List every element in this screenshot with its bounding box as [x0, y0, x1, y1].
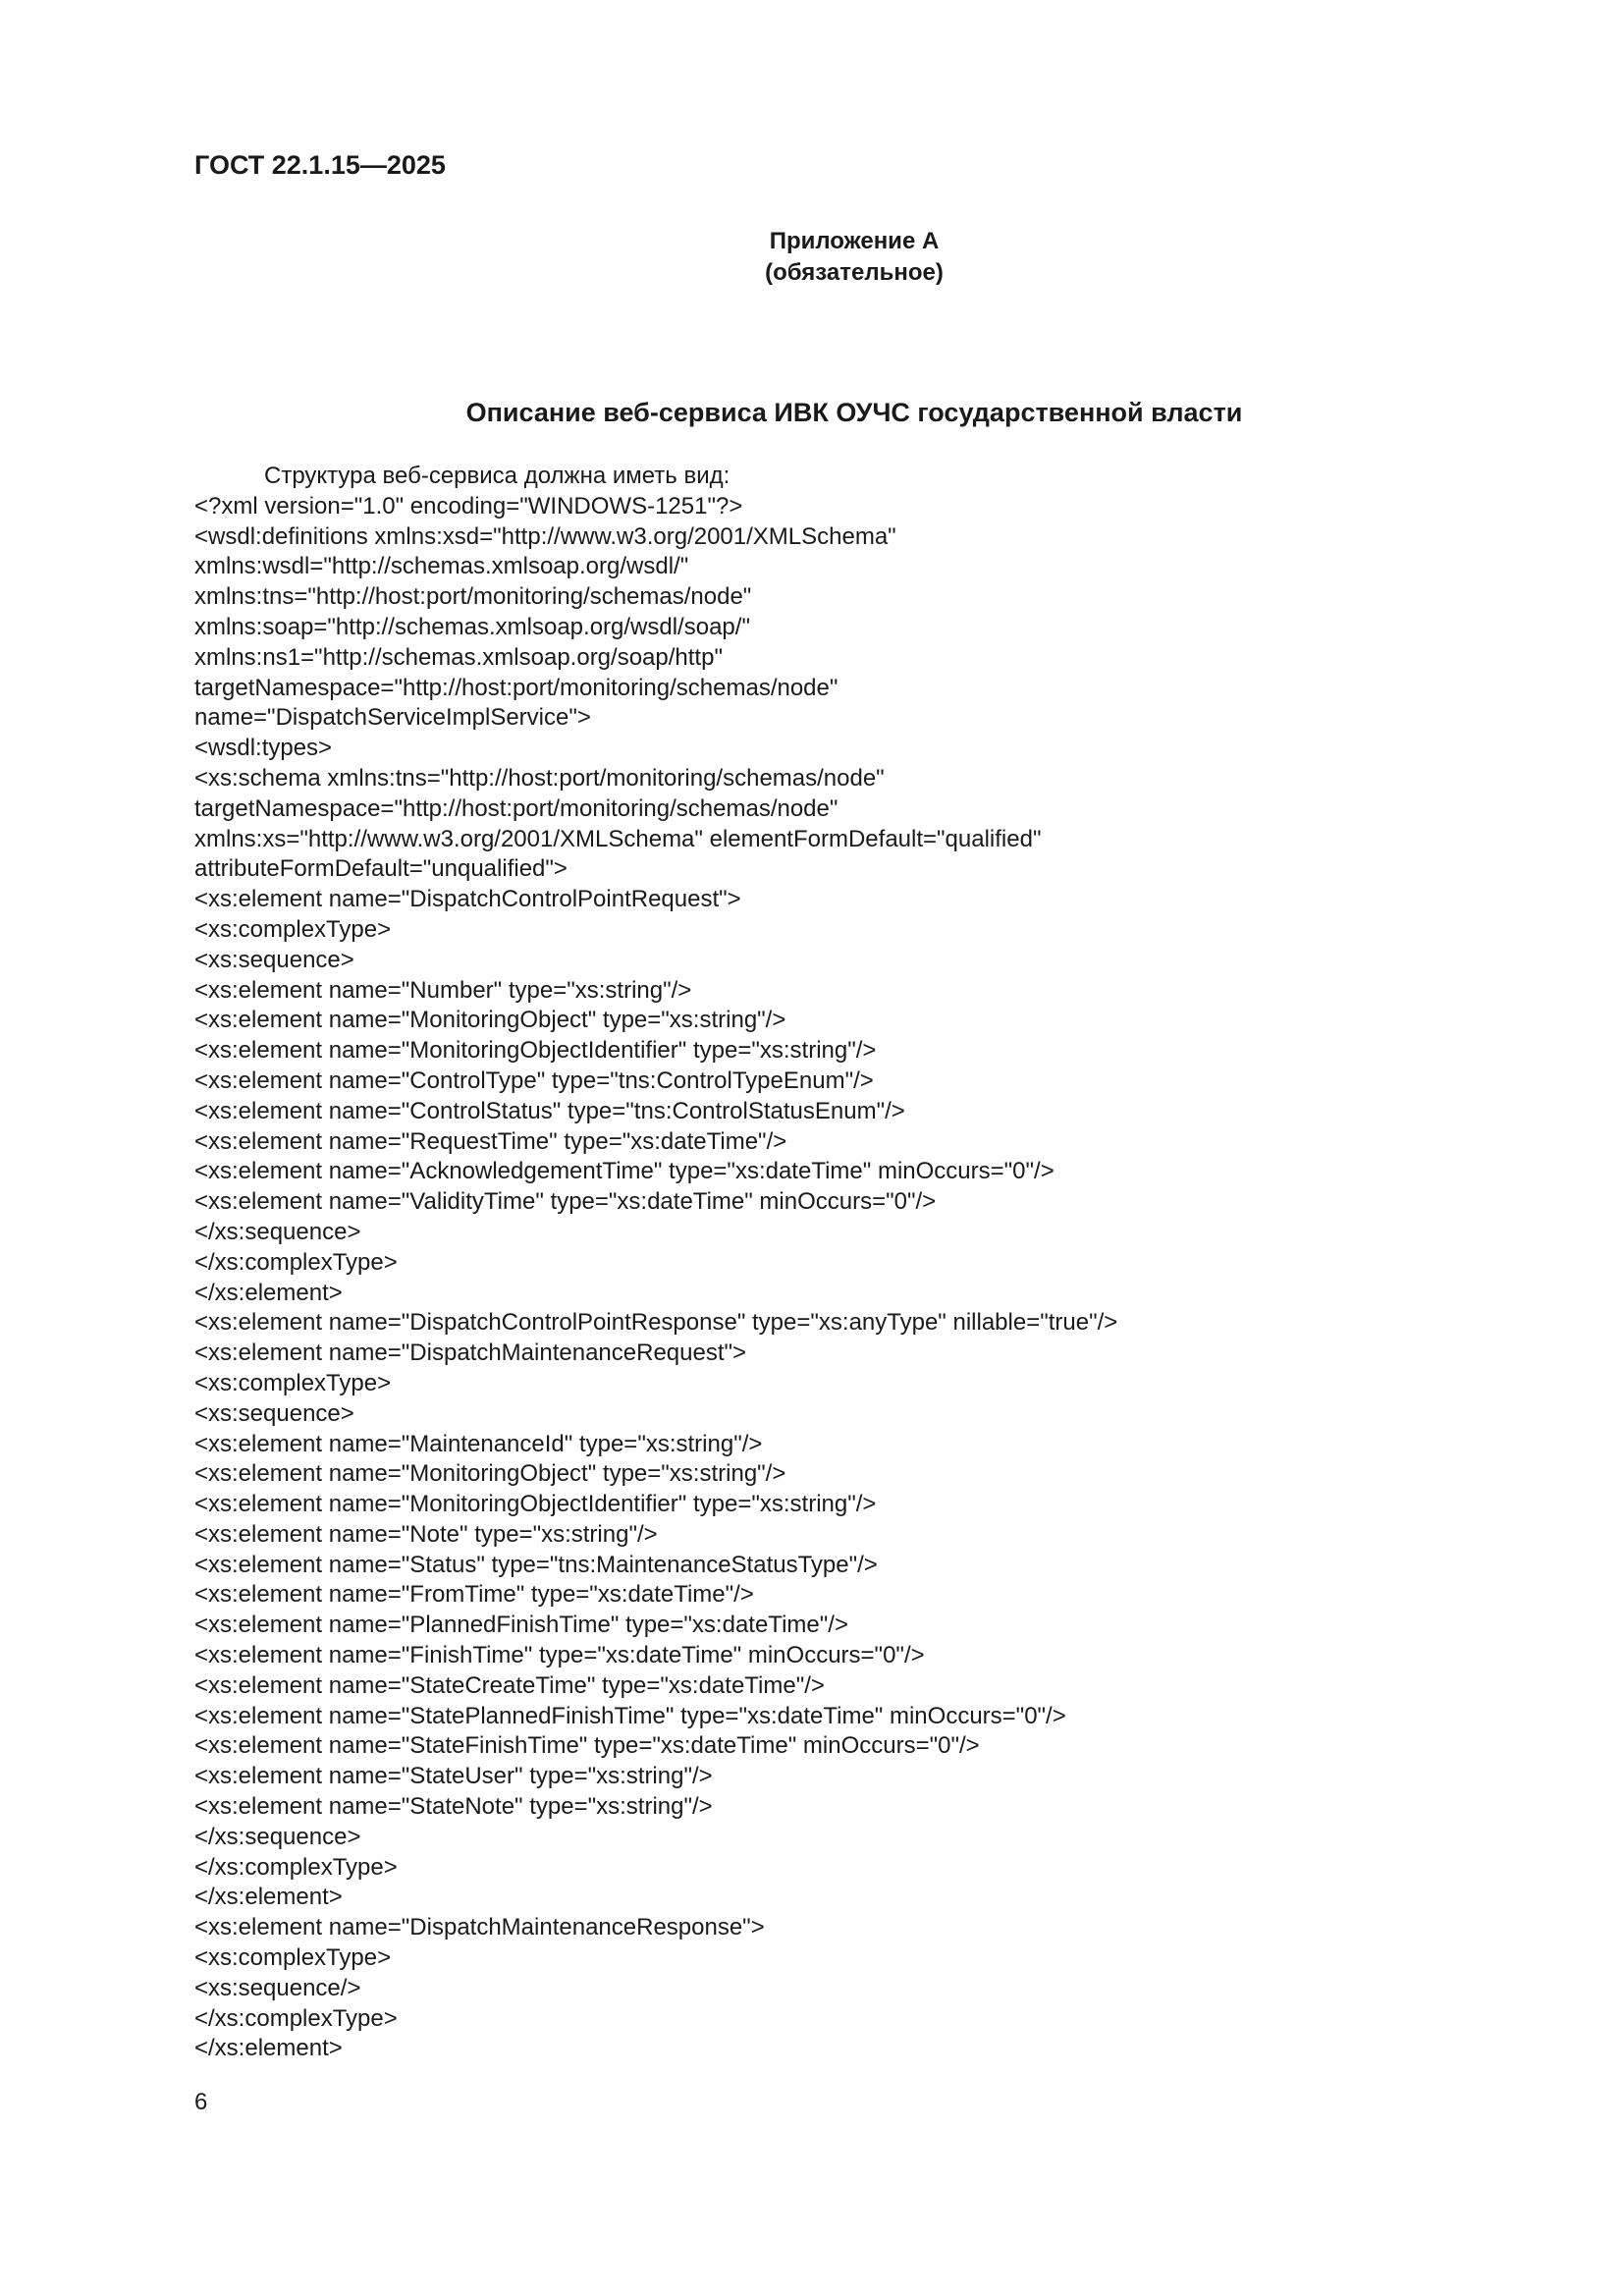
code-line: <xs:element name="AcknowledgementTime" type="xs:dateTime" minOccurs="0"/>	[194, 1158, 1055, 1185]
code-line: </xs:complexType>	[194, 2004, 398, 2032]
section-intro: Структура веб-сервиса должна иметь вид:	[264, 463, 730, 489]
code-line: <xs:element name="ValidityTime" type="xs:dateTime" minOccurs="0"/>	[194, 1188, 937, 1216]
code-line: </xs:complexType>	[194, 1248, 398, 1276]
code-line: xmlns:xs="http://www.w3.org/2001/XMLSchema" elementFormDefault="qualified"	[194, 825, 1042, 852]
code-line: </xs:sequence>	[194, 1218, 361, 1245]
code-line: <xs:sequence>	[194, 946, 354, 973]
code-line: </xs:element>	[194, 2035, 343, 2062]
code-line: <xs:sequence>	[194, 1399, 354, 1427]
code-line: <xs:element name="Status" type="tns:MaintenanceStatusType"/>	[194, 1551, 878, 1578]
code-line: <xs:element name="StateCreateTime" type="xs:dateTime"/>	[194, 1671, 825, 1699]
code-line: xmlns:soap="http://schemas.xmlsoap.org/wsdl/soap/"	[194, 613, 750, 640]
code-line: <xs:element name="MonitoringObject" type="xs:string"/>	[194, 1007, 786, 1034]
code-line: <xs:complexType>	[194, 1369, 392, 1396]
code-line: targetNamespace="http://host:port/monitoring/schemas/node"	[194, 674, 839, 701]
code-line: <xs:element name="Note" type="xs:string"/>	[194, 1520, 658, 1548]
appendix-title: Приложение А	[769, 228, 940, 254]
code-line: name="DispatchServiceImplService">	[194, 704, 591, 732]
page-number: 6	[194, 2089, 208, 2115]
code-line: <wsdl:definitions xmlns:xsd="http://www.w3.org/2001/XMLSchema"	[194, 522, 896, 550]
code-line: <xs:element name="DispatchMaintenanceResponse">	[194, 1914, 765, 1941]
code-line: <xs:element name="MonitoringObjectIdentifier" type="xs:string"/>	[194, 1037, 877, 1065]
code-line: <xs:complexType>	[194, 1944, 392, 1972]
code-line: </xs:complexType>	[194, 1853, 398, 1881]
code-line: xmlns:wsdl="http://schemas.xmlsoap.org/wsdl/"	[194, 553, 689, 580]
code-line: <xs:element name="StateFinishTime" type="xs:dateTime" minOccurs="0"/>	[194, 1732, 980, 1760]
code-line: <xs:element name="StateUser" type="xs:string"/>	[194, 1763, 713, 1790]
code-line: <xs:element name="DispatchControlPointRequest">	[194, 886, 741, 913]
code-line: <xs:element name="FromTime" type="xs:dateTime"/>	[194, 1581, 754, 1609]
code-line: <xs:element name="FinishTime" type="xs:dateTime" minOccurs="0"/>	[194, 1642, 925, 1669]
code-line: <xs:schema xmlns:tns="http://host:port/monitoring/schemas/node"	[194, 764, 885, 792]
code-line: </xs:element>	[194, 1884, 343, 1911]
code-line: <xs:element name="RequestTime" type="xs:dateTime"/>	[194, 1127, 787, 1155]
code-line: <xs:element name="ControlStatus" type="tns:ControlStatusEnum"/>	[194, 1097, 905, 1124]
code-line: xmlns:ns1="http://schemas.xmlsoap.org/soap/http"	[194, 643, 723, 671]
wsdl-code-block	[194, 492, 1117, 2064]
code-line: </xs:sequence>	[194, 1823, 361, 1850]
code-line: <xs:element name="PlannedFinishTime" type="xs:dateTime"/>	[194, 1612, 848, 1639]
code-line: <xs:element name="MonitoringObject" type="xs:string"/>	[194, 1460, 786, 1488]
section-title: Описание веб-сервиса ИВК ОУЧС государственной власти	[465, 398, 1243, 427]
code-line: </xs:element>	[194, 1279, 343, 1306]
appendix-status: (обязательное)	[765, 259, 944, 286]
code-line: <xs:element name="DispatchMaintenanceRequest">	[194, 1339, 747, 1367]
code-line: <xs:element name="StatePlannedFinishTime" type="xs:dateTime" minOccurs="0"/>	[194, 1702, 1066, 1729]
code-line: targetNamespace="http://host:port/monitoring/schemas/node"	[194, 794, 839, 822]
code-line: <xs:element name="StateNote" type="xs:string"/>	[194, 1793, 713, 1821]
code-line: attributeFormDefault="unqualified">	[194, 855, 568, 883]
code-line: <xs:element name="MonitoringObjectIdentifier" type="xs:string"/>	[194, 1491, 877, 1518]
code-line: <xs:element name="MaintenanceId" type="xs:string"/>	[194, 1430, 763, 1457]
code-line: <xs:element name="ControlType" type="tns:ControlTypeEnum"/>	[194, 1066, 874, 1094]
code-line: <xs:sequence/>	[194, 1974, 361, 2001]
document-id: ГОСТ 22.1.15—2025	[194, 150, 446, 180]
appendix-heading	[589, 226, 1119, 289]
code-line: xmlns:tns="http://host:port/monitoring/schemas/node"	[194, 583, 752, 611]
code-line: <?xml version="1.0" encoding="WINDOWS-1251"?>	[194, 492, 743, 519]
code-line: <wsdl:types>	[194, 735, 333, 762]
code-line: <xs:element name="Number" type="xs:string"/>	[194, 976, 692, 1004]
code-line: <xs:complexType>	[194, 915, 392, 943]
code-line: <xs:element name="DispatchControlPointResponse" type="xs:anyType" nillable="true"/>	[194, 1309, 1118, 1337]
